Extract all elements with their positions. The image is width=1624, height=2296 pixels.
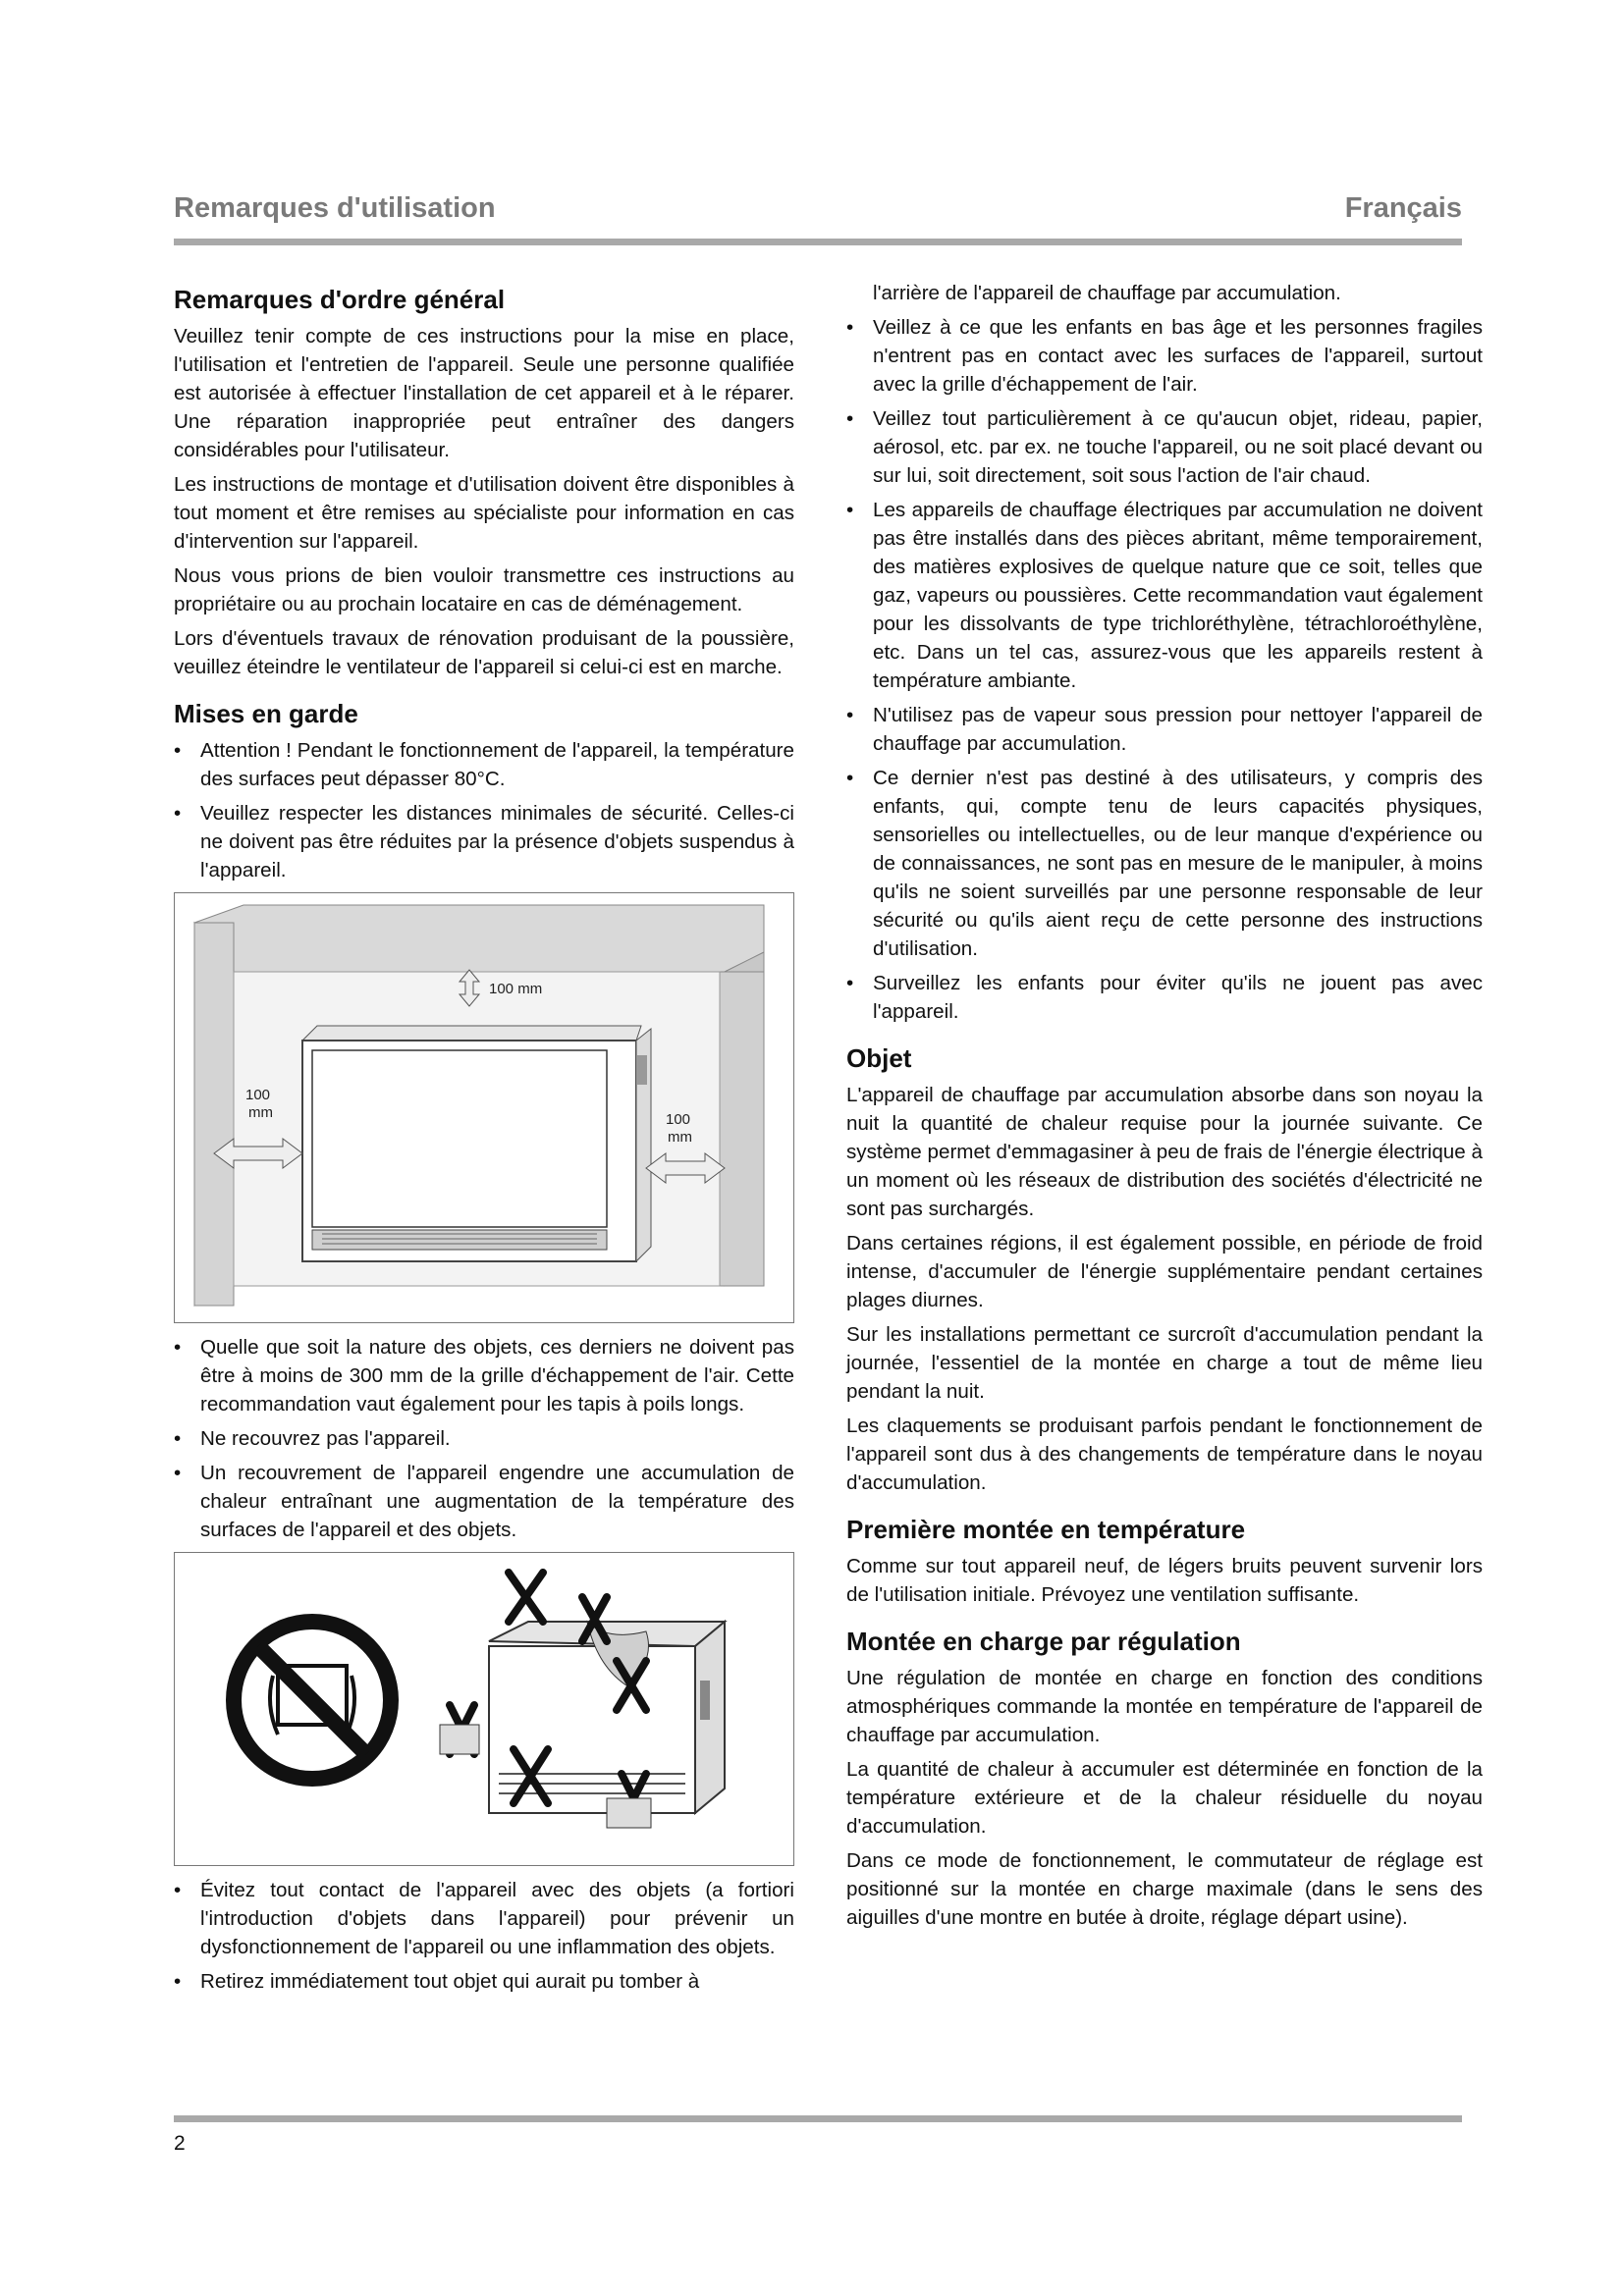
warnings-list-2 <box>174 1333 794 1544</box>
premiere-paragraph: Comme sur tout appareil neuf, de légers bruits peuvent survenir lors de l'utilisation initiale. Prévoyez une ventilation suffisante. <box>846 1555 1483 1606</box>
left-clearance-value: 100 <box>245 1087 271 1103</box>
header-language: Français <box>1344 192 1462 224</box>
header-rule <box>174 239 1462 245</box>
general-paragraph: Veuillez tenir compte de ces instructions pour la mise en place, l'utilisation et l'entretien de l'appareil. Seule une personne qualifiée est autorisée à effectuer l'installation de cet appareil et à le réparer. Une réparation inappropriée peut entraîner des dangers considérables pour l'utilisateur. <box>174 325 794 461</box>
regulation-paragraph: Une régulation de montée en charge en fonction des conditions atmosphériques commande la montée en température de l'appareil de chauffage par accumulation. <box>846 1667 1483 1746</box>
warnings-list-3 <box>174 1876 794 1996</box>
objet-paragraph: Les claquements se produisant parfois pendant le fonctionnement de l'appareil sont dus à des changements de température dans le noyau d'accumulation. <box>846 1415 1483 1494</box>
left-clearance-unit: mm <box>248 1104 273 1121</box>
list-item: • N'utilisez pas de vapeur sous pression pour nettoyer l'appareil de chauffage par accumulation. <box>846 701 1483 758</box>
regulation-paragraph: Dans ce mode de fonctionnement, le commutateur de réglage est positionné sur la montée en charge maximale (dans le sens des aiguilles d'une montre en butée à droite, réglage départ usine). <box>846 1849 1483 1929</box>
no-cover-diagram <box>175 1553 791 1865</box>
general-paragraph: Nous vous prions de bien vouloir transmettre ces instructions au propriétaire ou au prochain locataire en cas de déménagement. <box>174 564 794 615</box>
top-clearance-label: 100 mm <box>489 981 543 997</box>
premiere-heading: Première montée en température <box>846 1515 1246 1544</box>
list-item: • Évitez tout contact de l'appareil avec des objets (a fortiori l'introduction d'objets dans l'appareil) pour prévenir un dysfonctionnement de l'appareil ou une inflammation des objets. <box>174 1876 794 1961</box>
footer-rule <box>174 2115 1462 2122</box>
list-item: • Surveillez les enfants pour éviter qu'ils ne jouent pas avec l'appareil. <box>846 969 1483 1026</box>
objet-paragraph: Sur les installations permettant ce surcroît d'accumulation pendant la journée, l'essentiel de la montée en charge a tout de même lieu pendant la nuit. <box>846 1323 1483 1403</box>
general-paragraph: Les instructions de montage et d'utilisation doivent être disponibles à tout moment et être remises au spécialiste pour information en cas d'intervention sur l'appareil. <box>174 473 794 553</box>
warnings-list-1 <box>174 736 794 884</box>
general-paragraph: Lors d'éventuels travaux de rénovation produisant de la poussière, veuillez éteindre le ventilateur de l'appareil si celui-ci est en marche. <box>174 627 794 678</box>
right-clearance-unit: mm <box>668 1129 692 1146</box>
objet-paragraph: L'appareil de chauffage par accumulation absorbe dans son noyau la nuit la quantité de chaleur requise pour la journée suivante. Ce système permet d'emmagasiner à peu de frais de l'énergie électrique à un moment où les réseaux de distribution des sociétés d'électricité ne sont pas surchargés. <box>846 1084 1483 1220</box>
right-column <box>846 279 1483 1938</box>
clearance-diagram <box>175 893 791 1322</box>
objet-heading: Objet <box>846 1043 912 1073</box>
list-item: • Ne recouvrez pas l'appareil. <box>174 1424 794 1453</box>
regulation-heading: Montée en charge par régulation <box>846 1627 1241 1656</box>
header-section-title: Remarques d'utilisation <box>174 192 496 224</box>
clearance-figure <box>174 892 794 1323</box>
warnings-heading: Mises en garde <box>174 699 358 728</box>
list-item: • Veillez à ce que les enfants en bas âge et les personnes fragiles n'entrent pas en contact avec les surfaces de l'appareil, surtout avec la grille d'échappement de l'air. <box>846 313 1483 399</box>
list-item: • Veillez tout particulièrement à ce qu'aucun objet, rideau, papier, aérosol, etc. par ex. ne touche l'appareil, ou ne soit placé devant ou sur lui, soit directement, soit sous l'action de l'air chaud. <box>846 404 1483 490</box>
list-item: • Quelle que soit la nature des objets, ces derniers ne doivent pas être à moins de 300 mm de la grille d'échappement de l'air. Cette recommandation vaut également pour les tapis à poils longs. <box>174 1333 794 1418</box>
no-cover-figure <box>174 1552 794 1866</box>
list-item: • Un recouvrement de l'appareil engendre une accumulation de chaleur entraînant une augmentation de la température des surfaces de l'appareil et des objets. <box>174 1459 794 1544</box>
left-column <box>174 283 794 2002</box>
general-heading: Remarques d'ordre général <box>174 285 506 314</box>
list-item: • Attention ! Pendant le fonctionnement de l'appareil, la température des surfaces peut dépasser 80°C. <box>174 736 794 793</box>
list-item: • Les appareils de chauffage électriques par accumulation ne doivent pas être installés dans des pièces abritant, même temporairement, des matières explosives de quelque nature que ce soit, telles que gaz, vapeurs ou poussières. Cette recommandation vaut également pour les dissolvants de type trichloréthylène, tétrachloroéthylène, etc. Dans un tel cas, assurez-vous que les appareils restent à température ambiante. <box>846 496 1483 695</box>
list-item-continuation: l'arrière de l'appareil de chauffage par accumulation. <box>873 282 1341 304</box>
objet-paragraph: Dans certaines régions, il est également possible, en période de froid intense, d'accumuler de l'énergie supplémentaire pendant certaines plages diurnes. <box>846 1232 1483 1311</box>
list-item: • Ce dernier n'est pas destiné à des utilisateurs, y compris des enfants, qui, compte tenu de leurs capacités physiques, sensorielles ou intellectuelles, ou de leur manque d'expérience ou de connaissances, ne sont pas en mesure de le manipuler, à moins qu'ils ne soient surveillés par une personne responsable de leur sécurité ou qu'ils aient reçu de cette personne des instructions d'utilisation. <box>846 764 1483 963</box>
regulation-paragraph: La quantité de chaleur à accumuler est déterminée en fonction de la température extérieure et de la chaleur résiduelle du noyau d'accumulation. <box>846 1758 1483 1838</box>
right-clearance-value: 100 <box>666 1111 691 1128</box>
page-number: 2 <box>174 2132 186 2155</box>
safety-list <box>846 279 1483 1026</box>
list-item: • Retirez immédiatement tout objet qui aurait pu tomber à <box>174 1967 794 1996</box>
list-item: • Veuillez respecter les distances minimales de sécurité. Celles-ci ne doivent pas être réduites par la présence d'objets suspendus à l'appareil. <box>174 799 794 884</box>
